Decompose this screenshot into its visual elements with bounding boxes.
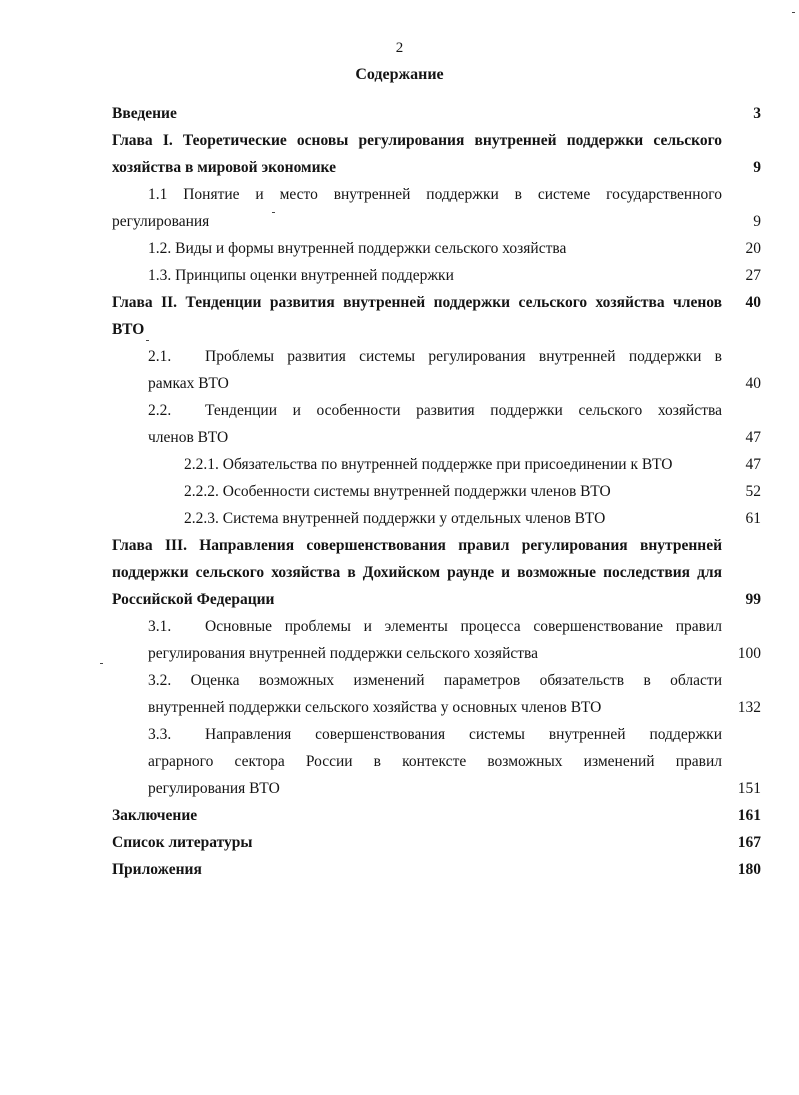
scan-speck [100, 663, 103, 664]
scan-speck [146, 340, 149, 341]
page-number: 2 [395, 40, 404, 56]
toc-entry-page: 40 [745, 375, 761, 392]
toc-entry-label-line2: регулирования внутренней поддержки сельского хозяйства [148, 645, 539, 662]
toc-entry-label-line1: Глава II. Тенденции развития внутренней поддержки сельского хозяйства членов [112, 294, 722, 311]
toc-entry-label-line2: ВТО [112, 321, 145, 338]
toc-entry-page: 47 [745, 456, 761, 473]
toc-entry-page: 100 [737, 645, 761, 662]
toc-entry-page: 27 [745, 267, 761, 284]
toc-entry-label-line2: аграрного сектора России в контексте возможных изменений правил [148, 753, 722, 770]
toc-entry-page: 47 [745, 429, 761, 446]
toc-entry-label: Приложения [112, 861, 202, 878]
scan-speck [792, 12, 795, 13]
toc-entry-label-line2: членов ВТО [148, 429, 229, 446]
toc-entry-page: 20 [745, 240, 761, 257]
toc-entry-label-line2: рамках ВТО [148, 375, 229, 392]
toc-entry-label: Список литературы [112, 834, 253, 851]
toc-entry-label-line1: Основные проблемы и элементы процесса совершенствование правил [205, 618, 722, 635]
toc-entry-label-line1: 3.2. Оценка возможных изменений параметров обязательств в области [148, 672, 722, 689]
toc-entry-label-line1: Проблемы развития системы регулирования внутренней поддержки в [205, 348, 722, 365]
toc-entry-page: 52 [745, 483, 761, 500]
toc-entry-page: 61 [745, 510, 761, 527]
toc-entry-label: 2.2.2. Особенности системы внутренней поддержки членов ВТО [184, 483, 611, 500]
toc-entry-page: 151 [737, 780, 761, 797]
toc-entry-label: 1.3. Принципы оценки внутренней поддержки [148, 267, 454, 284]
toc-entry-label-line3: регулирования ВТО [148, 780, 280, 797]
toc-entry-label-line2: внутренней поддержки сельского хозяйства у основных членов ВТО [148, 699, 602, 716]
toc-entry-page: 40 [745, 294, 761, 311]
toc-entry-label-line1: Глава I. Теоретические основы регулирования внутренней поддержки сельского [112, 132, 722, 149]
toc-entry-label-line1: Направления совершенствования системы внутренней поддержки [205, 726, 722, 743]
toc-entry-number: 2.2. [148, 402, 172, 419]
toc-entry-label: 2.2.3. Система внутренней поддержки у отдельных членов ВТО [184, 510, 606, 527]
toc-entry-label-line2: регулирования [112, 213, 210, 230]
toc-entry-label-line2: поддержки сельского хозяйства в Дохийском раунде и возможные последствия для [112, 564, 722, 581]
toc-entry-number: 3.3. [148, 726, 172, 743]
toc-entry-label-line3: Российской Федерации [112, 591, 275, 608]
toc-entry-page: 167 [737, 834, 761, 851]
toc-title: Содержание [355, 66, 444, 83]
scan-speck [272, 212, 275, 213]
toc-entry-page: 9 [753, 159, 761, 176]
toc-entry-page: 132 [737, 699, 761, 716]
toc-entry-page: 180 [737, 861, 761, 878]
toc-entry-page: 161 [737, 807, 761, 824]
toc-entry-label-line1: 1.1 Понятие и место внутренней поддержки в системе государственного [148, 186, 722, 203]
toc-entry-label-line1: Глава III. Направления совершенствования правил регулирования внутренней [112, 537, 722, 554]
toc-entry-label: 2.2.1. Обязательства по внутренней поддержке при присоединении к ВТО [184, 456, 673, 473]
toc-entry-page: 99 [745, 591, 761, 608]
toc-entry-label: Введение [112, 105, 177, 122]
toc-entry-page: 3 [753, 105, 761, 122]
toc-entry-number: 2.1. [148, 348, 172, 365]
toc-entry-label-line2: хозяйства в мировой экономике [112, 159, 336, 176]
toc-entry-label-line1: Тенденции и особенности развития поддержки сельского хозяйства [205, 402, 722, 419]
toc-entry-label: Заключение [112, 807, 198, 824]
toc-entry-page: 9 [753, 213, 761, 230]
toc-entry-number: 3.1. [148, 618, 172, 635]
toc-entry-label: 1.2. Виды и формы внутренней поддержки сельского хозяйства [148, 240, 567, 257]
